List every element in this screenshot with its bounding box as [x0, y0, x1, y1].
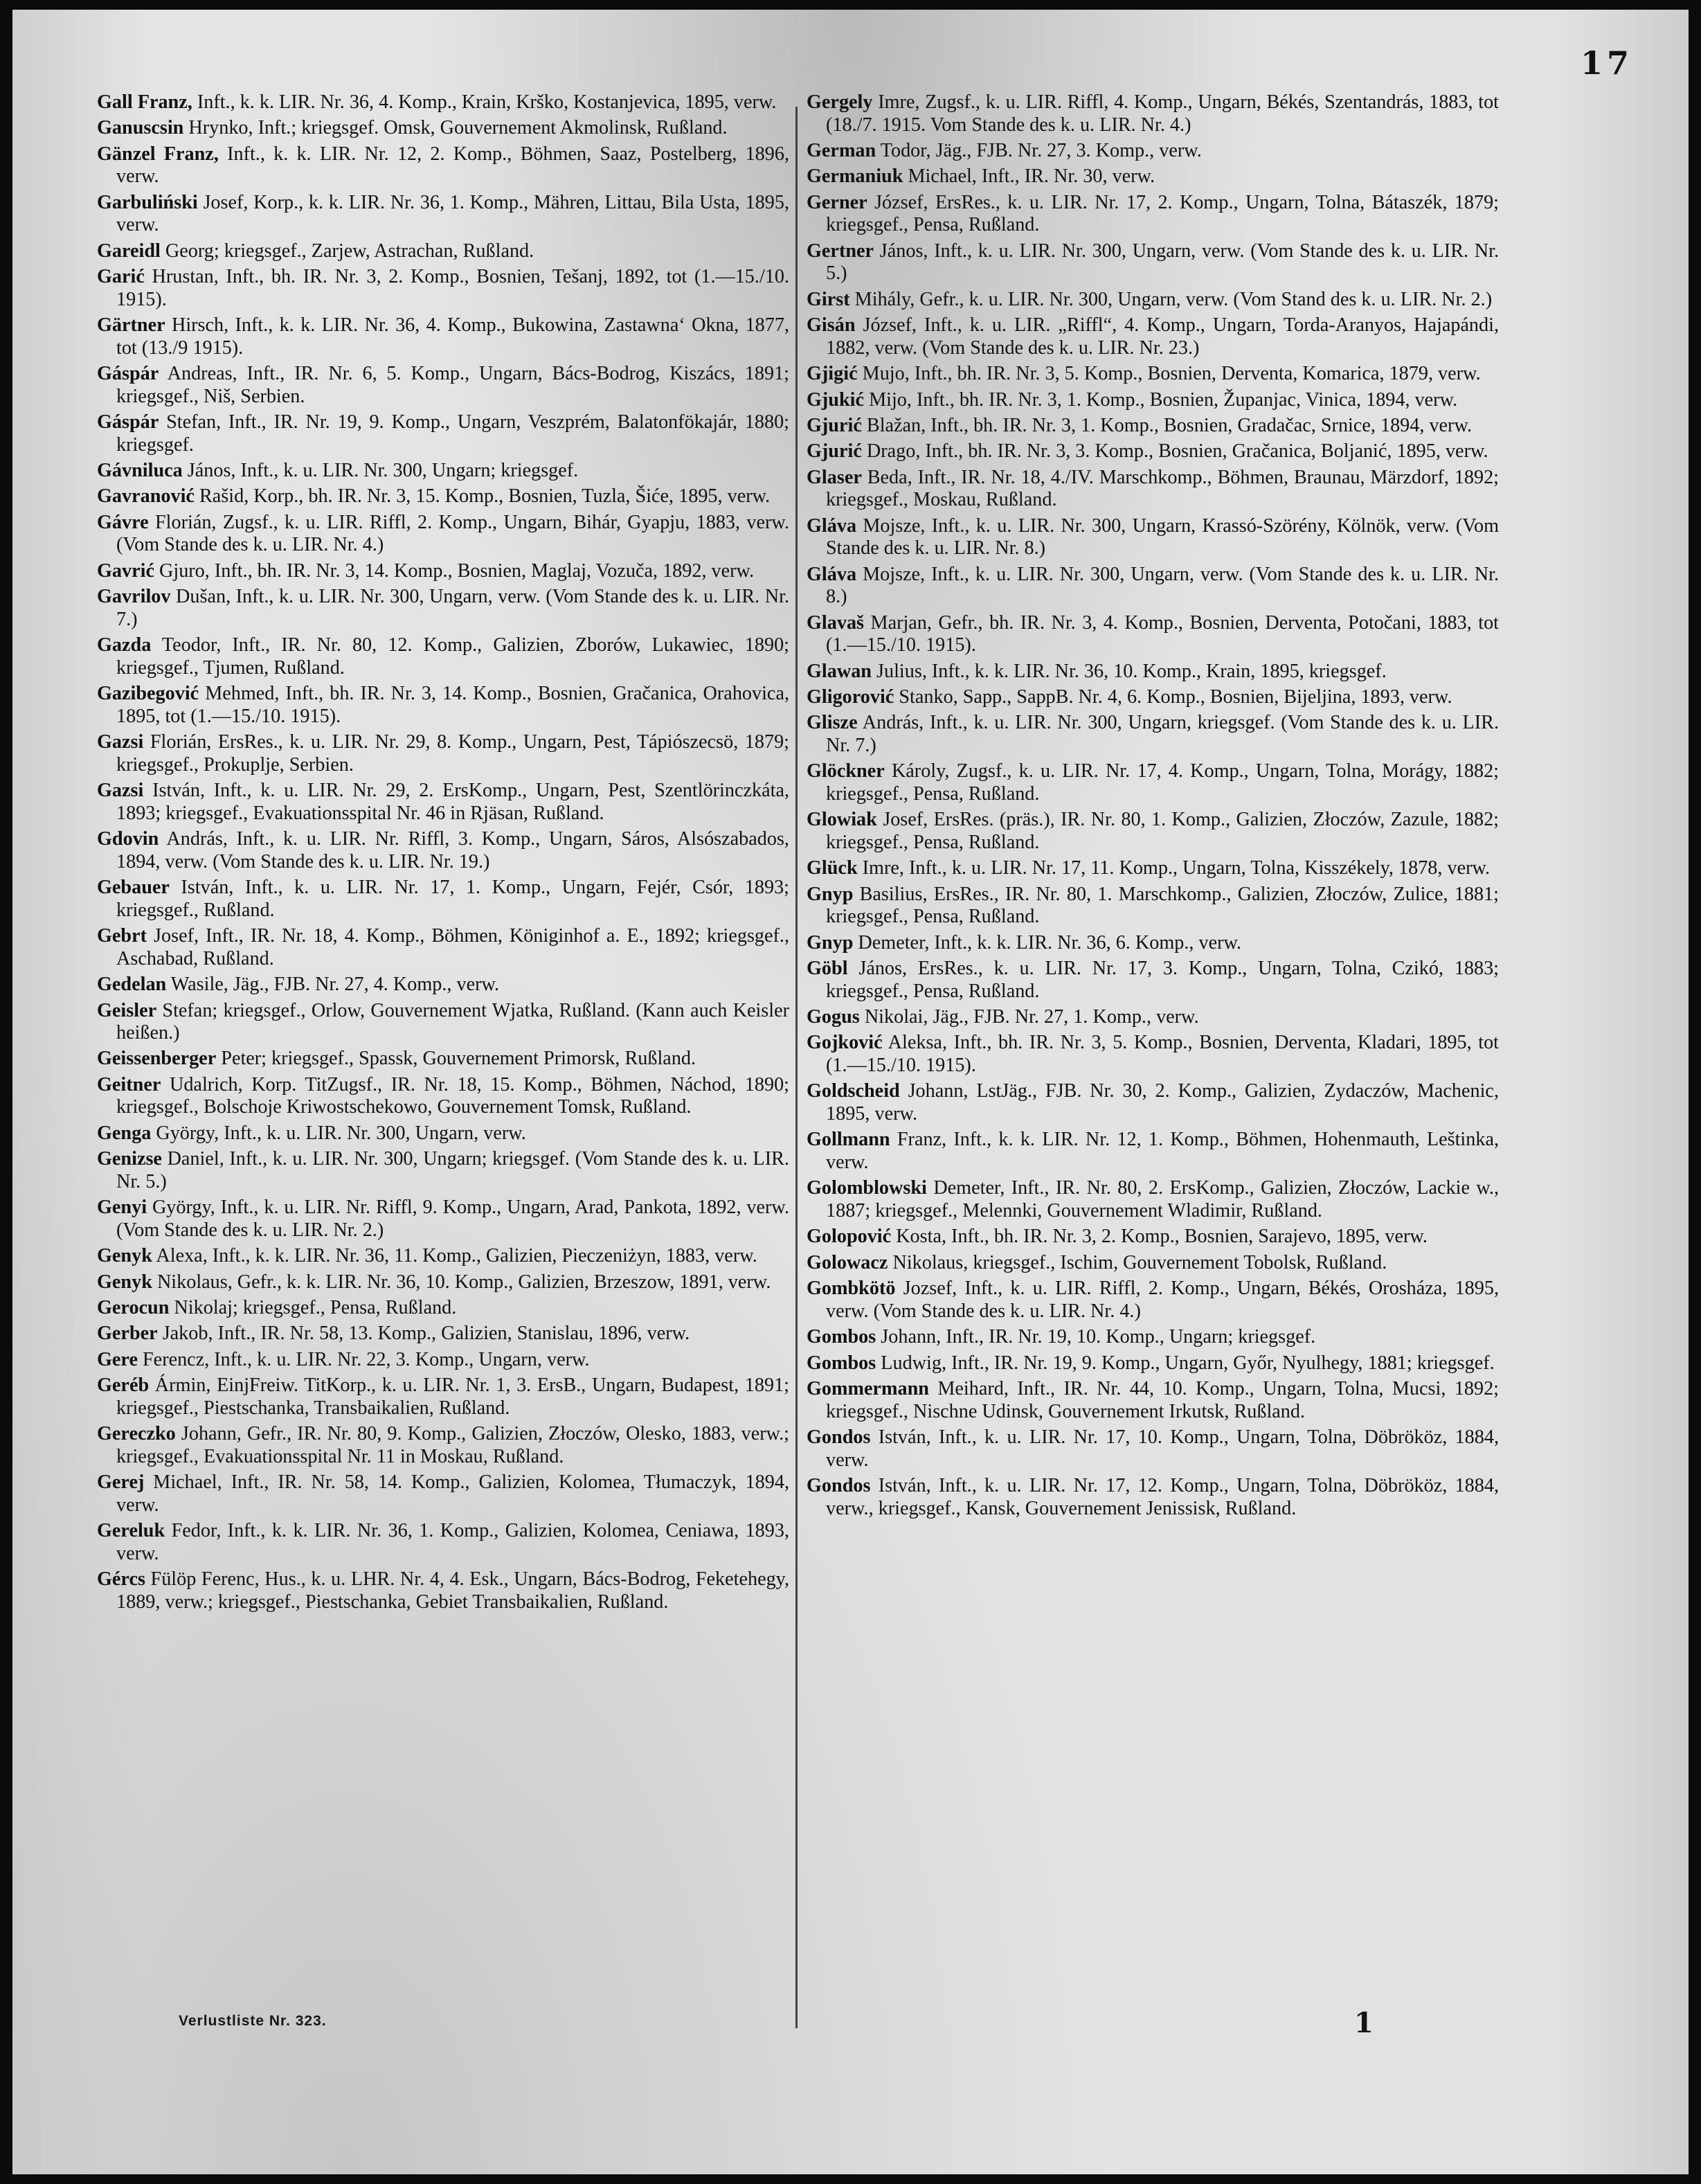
casualty-entry: [807, 1226, 1499, 1248]
entry-surname: Gebauer: [97, 877, 170, 899]
entry-details: Josef, Inft., IR. Nr. 18, 4. Komp., Böhmen, Königinhof a. E., 1892; kriegsgef., Aschabad, Rußland.: [116, 925, 790, 969]
casualty-entry: [807, 91, 1499, 136]
casualty-entry: [97, 512, 789, 557]
entry-details: Nikolaus, Gefr., k. k. LIR. Nr. 36, 10. Komp., Galizien, Brzeszow, 1891, verw.: [156, 1271, 771, 1293]
entry-details: Franz, Inft., k. k. LIR. Nr. 12, 1. Komp., Böhmen, Hohenmauth, Leštinka, verw.: [826, 1129, 1499, 1174]
entry-details: János, Inft., k. u. LIR. Nr. 300, Ungarn, verw. (Vom Stande des k. u. LIR. Nr. 5.): [826, 240, 1499, 285]
entry-surname: Gáspár: [97, 411, 159, 433]
entry-surname: Gebrt: [97, 925, 147, 947]
entry-surname: Gerber: [97, 1323, 158, 1345]
entry-details: Demeter, Inft., IR. Nr. 80, 2. ErsKomp., Galizien, Złoczów, Lackie w., 1887; kriegsgef., Melennki, Gouvernement Wladimir, Rußland.: [826, 1177, 1500, 1222]
casualty-entry: [97, 411, 789, 456]
entry-details: András, Inft., k. u. LIR. Nr. Riffl, 3. Komp., Ungarn, Sáros, Alsószabados, 1894, verw. (Vom Stande des k. u. LIR. Nr. 19.): [116, 828, 789, 872]
entry-details: Beda, Inft., IR. Nr. 18, 4./IV. Marschkomp., Böhmen, Braunau, Märzdorf, 1892; kriegsgef., Moskau, Rußland.: [826, 466, 1499, 511]
casualty-entry: [97, 1297, 789, 1320]
entry-surname: Gavranović: [97, 485, 195, 508]
entry-details: Károly, Zugsf., k. u. LIR. Nr. 17, 4. Komp., Ungarn, Tolna, Morágy, 1882; kriegsgef., Pensa, Rußland.: [826, 760, 1499, 805]
entry-details: Alexa, Inft., k. k. LIR. Nr. 36, 11. Komp., Galizien, Pieczeniżyn, 1883, verw.: [156, 1245, 757, 1267]
entry-details: Stefan; kriegsgef., Orlow, Gouvernement Wjatka, Rußland. (Kann auch Keisler heißen.): [116, 999, 789, 1044]
casualty-entry: [97, 731, 789, 776]
entry-details: Hirsch, Inft., k. k. LIR. Nr. 36, 4. Komp., Bukowina, Zastawna‘ Okna, 1877, tot (13./9 1915).: [116, 314, 789, 359]
entry-details: János, Inft., k. u. LIR. Nr. 300, Ungarn; kriegsgef.: [187, 460, 579, 482]
entry-details: Imre, Zugsf., k. u. LIR. Riffl, 4. Komp., Ungarn, Békés, Szentandrás, 1883, tot (18./7. 1915. Vom Stande des k. u. LIR. Nr. 4.): [826, 91, 1499, 136]
casualty-entry: [97, 192, 789, 237]
entry-details: Kosta, Inft., bh. IR. Nr. 3, 2. Komp., Bosnien, Sarajevo, 1895, verw.: [896, 1226, 1428, 1248]
entry-surname: Gere: [97, 1348, 138, 1370]
casualty-entry: [807, 686, 1499, 709]
entry-surname: Gjukić: [807, 388, 865, 411]
casualty-entry: [807, 884, 1499, 929]
casualty-entry: [807, 289, 1499, 312]
entry-surname: Gligorović: [807, 686, 894, 708]
entry-surname: Gommermann: [807, 1377, 929, 1399]
casualty-entry: [97, 314, 789, 359]
entry-surname: Gazibegović: [97, 683, 199, 705]
entry-details: Josef, ErsRes. (präs.), IR. Nr. 80, 1. Komp., Galizien, Złoczów, Zazule, 1882; kriegsgef., Pensa, Rußland.: [826, 809, 1499, 853]
casualty-entry: [97, 117, 789, 140]
document-page: [12, 10, 1689, 2174]
entry-surname: Gláva: [807, 563, 857, 585]
entry-details: Daniel, Inft., k. u. LIR. Nr. 300, Ungarn; kriegsgef. (Vom Stande des k. u. LIR. Nr. 5.): [116, 1148, 789, 1192]
entry-details: Rašid, Korp., bh. IR. Nr. 3, 15. Komp., Bosnien, Tuzla, Šiće, 1895, verw.: [199, 485, 771, 508]
entry-details: Andreas, Inft., IR. Nr. 6, 5. Komp., Ungarn, Bács-Bodrog, Kiszács, 1891; kriegsgef., Niš, Serbien.: [116, 363, 790, 407]
entry-surname: Garić: [97, 266, 145, 288]
entry-surname: Gogus: [807, 1006, 860, 1028]
entry-surname: Gollmann: [807, 1129, 890, 1151]
casualty-entry: [97, 1148, 789, 1193]
entry-surname: Genizse: [97, 1148, 162, 1170]
entry-surname: Germaniuk: [807, 165, 903, 188]
entry-details: István, Inft., k. u. LIR. Nr. 29, 2. ErsKomp., Ungarn, Pest, Szentlörinczkáta, 1893; kriegsgef., Evakuationsspital Nr. 46 in Rjäsan, Rußland.: [116, 780, 789, 824]
casualty-entry: [807, 1129, 1499, 1174]
entry-surname: Gereczko: [97, 1423, 176, 1445]
entry-surname: Gertner: [807, 240, 874, 262]
entry-details: József, Inft., k. u. LIR. „Riffl“, 4. Komp., Ungarn, Torda-Aranyos, Hajapándi, 1882, verw. (Vom Stande des k. u. LIR. Nr. 23.): [826, 314, 1499, 359]
entry-details: István, Inft., k. u. LIR. Nr. 17, 12. Komp., Ungarn, Tolna, Döbrököz, 1884, verw., kriegsgef., Kansk, Gouvernement Jenissisk, Rußland.: [826, 1474, 1499, 1519]
entry-details: Imre, Inft., k. u. LIR. Nr. 17, 11. Komp., Ungarn, Tolna, Kisszékely, 1878, verw.: [862, 857, 1491, 879]
entry-surname: Gláva: [807, 514, 857, 537]
casualty-entry: [97, 143, 789, 188]
entry-surname: Gombos: [807, 1326, 876, 1348]
casualty-entry: [807, 958, 1499, 1003]
entry-details: István, Inft., k. u. LIR. Nr. 17, 10. Komp., Ungarn, Tolna, Döbrököz, 1884, verw.: [826, 1426, 1499, 1471]
casualty-entry: [807, 1177, 1499, 1222]
entry-details: Nikolai, Jäg., FJB. Nr. 27, 1. Komp., verw.: [864, 1006, 1199, 1028]
entry-details: Inft., k. k. LIR. Nr. 36, 4. Komp., Krain, Krško, Kostanjevica, 1895, verw.: [197, 91, 777, 113]
entry-surname: Golowacz: [807, 1251, 888, 1273]
casualty-entry: [97, 363, 789, 408]
entry-surname: Glaser: [807, 466, 862, 488]
entry-details: Julius, Inft., k. k. LIR. Nr. 36, 10. Komp., Krain, 1895, kriegsgef.: [876, 660, 1387, 682]
casualty-entry: [807, 760, 1499, 805]
casualty-entry: [97, 683, 789, 728]
entry-surname: Gereluk: [97, 1520, 165, 1542]
casualty-entry: [97, 1349, 789, 1372]
entry-surname: Goldscheid: [807, 1080, 900, 1102]
entry-details: György, Inft., k. u. LIR. Nr. Riffl, 9. Komp., Ungarn, Arad, Pankota, 1892, verw. (Vom Stande des k. u. LIR. Nr. 2.): [116, 1197, 790, 1241]
casualty-entry: [97, 1471, 789, 1516]
casualty-entry: [97, 1568, 789, 1613]
entry-surname: Gdovin: [97, 828, 159, 850]
casualty-entry: [97, 1520, 789, 1565]
entry-surname: Gávre: [97, 511, 149, 533]
entry-surname: Genyk: [97, 1245, 152, 1267]
casualty-entry: [97, 634, 789, 679]
entry-surname: Gávniluca: [97, 460, 183, 482]
entry-surname: Gazda: [97, 634, 152, 656]
entry-surname: Gärtner: [97, 314, 165, 337]
casualty-entry: [807, 165, 1499, 188]
casualty-entry: [97, 240, 789, 263]
entry-details: Wasile, Jäg., FJB. Nr. 27, 4. Komp., verw.: [170, 974, 500, 996]
casualty-entry: [97, 1048, 789, 1071]
entry-surname: Gondos: [807, 1474, 871, 1496]
entry-surname: Gänzel Franz,: [97, 143, 219, 165]
entry-surname: Gnyp: [807, 931, 854, 954]
casualty-entry: [97, 586, 789, 631]
casualty-entry: [97, 1197, 789, 1242]
footer-reference: Verlustliste Nr. 323.: [179, 2013, 327, 2029]
casualty-entry: [97, 266, 789, 311]
entry-surname: Glisze: [807, 712, 858, 734]
entry-details: Fülöp Ferenc, Hus., k. u. LHR. Nr. 4, 4. Esk., Ungarn, Bács-Bodrog, Feketehegy, 1889, verw.; kriegsgef., Piestschanka, Gebiet Transbaikalien, Rußland.: [116, 1568, 789, 1613]
page-number: 17: [1580, 44, 1633, 82]
footer-mark: 1: [1354, 2007, 1374, 2039]
entry-surname: Geissenberger: [97, 1048, 217, 1070]
entry-details: Demeter, Inft., k. k. LIR. Nr. 36, 6. Komp., verw.: [858, 931, 1242, 954]
casualty-entry: [807, 467, 1499, 512]
entry-details: Mojsze, Inft., k. u. LIR. Nr. 300, Ungarn, verw. (Vom Stande des k. u. LIR. Nr. 8.): [826, 563, 1500, 608]
entry-details: Florián, Zugsf., k. u. LIR. Riffl, 2. Komp., Ungarn, Bihár, Gyapju, 1883, verw. (Vom Stande des k. u. LIR. Nr. 4.): [116, 511, 789, 556]
entry-surname: Gáspár: [97, 363, 159, 385]
entry-details: Josef, Korp., k. k. LIR. Nr. 36, 1. Komp., Mähren, Littau, Bila Usta, 1895, verw.: [116, 191, 789, 236]
casualty-entry: [807, 564, 1499, 609]
casualty-entry: [807, 140, 1499, 163]
entry-details: Meihard, Inft., IR. Nr. 44, 10. Komp., Ungarn, Tolna, Mucsi, 1892; kriegsgef., Nischne Udinsk, Gouvernement Irkutsk, Rußland.: [826, 1377, 1499, 1422]
casualty-entry: [807, 612, 1499, 657]
entry-details: Hrynko, Inft.; kriegsgef. Omsk, Gouvernement Akmolinsk, Rußland.: [188, 117, 728, 139]
entry-details: Peter; kriegsgef., Spassk, Gouvernement Primorsk, Rußland.: [221, 1048, 696, 1070]
casualty-entry: [807, 192, 1499, 237]
entry-details: Basilius, ErsRes., IR. Nr. 80, 1. Marschkomp., Galizien, Złoczów, Zulice, 1881; kriegsgef., Pensa, Rußland.: [826, 883, 1499, 928]
casualty-entry: [807, 1352, 1499, 1375]
casualty-entry: [97, 877, 789, 922]
entry-surname: Gazsi: [97, 780, 144, 802]
entry-surname: German: [807, 139, 876, 161]
casualty-entry: [807, 661, 1499, 683]
entry-details: Jakob, Inft., IR. Nr. 58, 13. Komp., Galizien, Stanislau, 1896, verw.: [162, 1323, 690, 1345]
entry-surname: Gombos: [807, 1352, 876, 1374]
casualty-entry: [97, 925, 789, 970]
casualty-entry: [807, 1278, 1499, 1323]
entry-surname: Ganuscsin: [97, 117, 184, 139]
casualty-entry: [807, 415, 1499, 438]
entry-surname: Gedelan: [97, 974, 167, 996]
casualty-entry: [807, 857, 1499, 880]
left-column: [97, 91, 789, 1617]
entry-details: Hrustan, Inft., bh. IR. Nr. 3, 2. Komp., Bosnien, Tešanj, 1892, tot (1.—15./10. 1915).: [116, 266, 790, 310]
entry-surname: Gazsi: [97, 731, 144, 753]
entry-surname: Gareidl: [97, 240, 161, 262]
casualty-entry: [807, 1032, 1499, 1077]
entry-details: Ármin, EinjFreiw. TitKorp., k. u. LIR. Nr. 1, 3. ErsB., Ungarn, Budapest, 1891; kriegsgef., Piestschanka, Transbaikalien, Rußland.: [116, 1375, 790, 1419]
entry-details: János, ErsRes., k. u. LIR. Nr. 17, 3. Komp., Ungarn, Tolna, Czikó, 1883; kriegsgef., Pensa, Rußland.: [826, 958, 1499, 1002]
casualty-entry: [97, 828, 789, 873]
entry-details: Johann, Gefr., IR. Nr. 80, 9. Komp., Galizien, Złoczów, Olesko, 1883, verw.; kriegsgef., Evakuationsspital Nr. 11 in Moskau, Rußland.: [116, 1423, 789, 1467]
casualty-entry: [97, 1074, 789, 1119]
entry-surname: Gjurić: [807, 440, 862, 463]
entry-surname: Gnyp: [807, 883, 854, 905]
entry-surname: Geisler: [97, 999, 157, 1021]
casualty-entry: [807, 440, 1499, 463]
casualty-entry: [807, 1378, 1499, 1423]
entry-details: Dušan, Inft., k. u. LIR. Nr. 300, Ungarn, verw. (Vom Stande des k. u. LIR. Nr. 7.): [116, 586, 789, 630]
entry-details: Nikolaj; kriegsgef., Pensa, Rußland.: [174, 1297, 457, 1318]
entry-details: Stanko, Sapp., SappB. Nr. 4, 6. Komp., Bosnien, Bijeljina, 1893, verw.: [899, 686, 1452, 708]
entry-details: Georg; kriegsgef., Zarjew, Astrachan, Rußland.: [165, 240, 534, 262]
entry-details: András, Inft., k. u. LIR. Nr. 300, Ungarn, kriegsgef. (Vom Stande des k. u. LIR. Nr. 7.): [826, 712, 1500, 756]
casualty-entry: [97, 1323, 789, 1345]
entry-details: Stefan, Inft., IR. Nr. 19, 9. Komp., Ungarn, Veszprém, Balatonfökajár, 1880; kriegsgef.: [116, 411, 789, 456]
entry-details: Inft., k. k. LIR. Nr. 12, 2. Komp., Böhmen, Saaz, Postelberg, 1896, verw.: [116, 143, 790, 188]
entry-surname: Golopović: [807, 1226, 892, 1248]
entry-surname: Gerner: [807, 191, 867, 213]
entry-surname: Glöckner: [807, 760, 885, 782]
casualty-entry: [97, 1271, 789, 1294]
entry-details: Teodor, Inft., IR. Nr. 80, 12. Komp., Galizien, Zborów, Lukawiec, 1890; kriegsgef., Tjumen, Rußland.: [116, 634, 789, 679]
entry-details: Drago, Inft., bh. IR. Nr. 3, 3. Komp., Bosnien, Gračanica, Boljanić, 1895, verw.: [866, 440, 1488, 463]
entry-details: István, Inft., k. u. LIR. Nr. 17, 1. Komp., Ungarn, Fejér, Csór, 1893; kriegsgef., Rußland.: [116, 877, 790, 921]
entry-surname: Genga: [97, 1122, 152, 1144]
casualty-entry: [97, 91, 789, 114]
casualty-entry: [807, 389, 1499, 412]
entry-details: Mehmed, Inft., bh. IR. Nr. 3, 14. Komp., Bosnien, Gračanica, Orahovica, 1895, tot (1.—15./10. 1915).: [116, 683, 789, 727]
entry-details: Michael, Inft., IR. Nr. 58, 14. Komp., Galizien, Kolomea, Tłumaczyk, 1894, verw.: [116, 1471, 789, 1516]
entry-details: Blažan, Inft., bh. IR. Nr. 3, 1. Komp., Bosnien, Gradačac, Srnice, 1894, verw.: [866, 414, 1473, 436]
entry-surname: Gisán: [807, 314, 856, 337]
entry-details: Johann, LstJäg., FJB. Nr. 30, 2. Komp., Galizien, Zydaczów, Machenic, 1895, verw.: [826, 1080, 1499, 1125]
entry-details: Ferencz, Inft., k. u. LIR. Nr. 22, 3. Komp., Ungarn, verw.: [143, 1348, 590, 1370]
entry-surname: Glavaš: [807, 611, 865, 634]
casualty-entry: [97, 1000, 789, 1045]
entry-surname: Geréb: [97, 1375, 150, 1397]
entry-details: Nikolaus, kriegsgef., Ischim, Gouvernement Tobolsk, Rußland.: [892, 1251, 1387, 1273]
entry-surname: Gall Franz,: [97, 91, 192, 113]
entry-details: Johann, Inft., IR. Nr. 19, 10. Komp., Ungarn; kriegsgef.: [881, 1326, 1316, 1348]
entry-details: Mujo, Inft., bh. IR. Nr. 3, 5. Komp., Bosnien, Derventa, Komarica, 1879, verw.: [862, 363, 1481, 385]
casualty-entry: [97, 560, 789, 583]
entry-surname: Gavrilov: [97, 586, 171, 608]
entry-surname: Gjurić: [807, 414, 862, 436]
entry-surname: Gavrić: [97, 560, 154, 582]
casualty-entry: [807, 240, 1499, 285]
casualty-entry: [807, 314, 1499, 359]
casualty-entry: [97, 780, 789, 825]
casualty-entry: [97, 1245, 789, 1268]
entry-details: József, ErsRes., k. u. LIR. Nr. 17, 2. Komp., Ungarn, Tolna, Bátaszék, 1879; kriegsgef., Pensa, Rußland.: [826, 191, 1500, 236]
entry-details: Mijo, Inft., bh. IR. Nr. 3, 1. Komp., Bosnien, Županjac, Vinica, 1894, verw.: [869, 388, 1458, 411]
casualty-entry: [807, 515, 1499, 560]
casualty-entry: [97, 974, 789, 996]
entry-details: Jozsef, Inft., k. u. LIR. Riffl, 2. Komp., Ungarn, Békés, Orosháza, 1895, verw. (Vom Stande des k. u. LIR. Nr. 4.): [826, 1278, 1499, 1322]
casualty-entry: [97, 485, 789, 508]
column-divider: [795, 107, 798, 2028]
casualty-entry: [97, 460, 789, 483]
entry-surname: Genyi: [97, 1197, 147, 1219]
casualty-entry: [807, 1080, 1499, 1125]
right-column: [807, 91, 1499, 1523]
entry-surname: Glowiak: [807, 809, 877, 831]
casualty-entry: [97, 1375, 789, 1420]
casualty-entry: [807, 809, 1499, 854]
entry-details: Florián, ErsRes., k. u. LIR. Nr. 29, 8. Komp., Ungarn, Pest, Tápiószecsö, 1879; kriegsgef., Prokuplje, Serbien.: [116, 731, 790, 776]
casualty-entry: [807, 1006, 1499, 1029]
casualty-entry: [807, 712, 1499, 757]
entry-surname: Gombkötö: [807, 1278, 896, 1300]
entry-details: György, Inft., k. u. LIR. Nr. 300, Ungarn, verw.: [156, 1122, 526, 1144]
entry-surname: Girst: [807, 288, 850, 310]
entry-surname: Gjigić: [807, 363, 858, 385]
entry-surname: Genyk: [97, 1271, 152, 1293]
entry-details: Mihály, Gefr., k. u. LIR. Nr. 300, Ungarn, verw. (Vom Stand des k. u. LIR. Nr. 2.): [854, 288, 1493, 310]
entry-details: Michael, Inft., IR. Nr. 30, verw.: [908, 165, 1155, 188]
entry-surname: Golomblowski: [807, 1177, 927, 1199]
casualty-entry: [97, 1122, 789, 1145]
casualty-entry: [807, 932, 1499, 955]
entry-details: Udalrich, Korp. TitZugsf., IR. Nr. 18, 15. Komp., Böhmen, Náchod, 1890; kriegsgef., Bolschoje Kriwostschekowo, Gouvernement Tomsk, Rußland.: [116, 1073, 790, 1118]
casualty-entry: [97, 1423, 789, 1468]
entry-surname: Gerocun: [97, 1297, 170, 1318]
entry-details: Aleksa, Inft., bh. IR. Nr. 3, 5. Komp., Bosnien, Derventa, Kladari, 1895, tot (1.—15./10. 1915).: [826, 1032, 1499, 1077]
entry-details: Ludwig, Inft., IR. Nr. 19, 9. Komp., Ungarn, Győr, Nyulhegy, 1881; kriegsgef.: [881, 1352, 1495, 1374]
entry-surname: Glück: [807, 857, 858, 879]
entry-details: Marjan, Gefr., bh. IR. Nr. 3, 4. Komp., Bosnien, Derventa, Potočani, 1883, tot (1.—15./10. 1915).: [826, 611, 1500, 656]
casualty-entry: [807, 1426, 1499, 1471]
entry-surname: Garbuliński: [97, 191, 198, 213]
casualty-entry: [807, 1252, 1499, 1275]
entry-surname: Gojković: [807, 1032, 883, 1054]
entry-surname: Gerej: [97, 1471, 145, 1494]
entry-surname: Gergely: [807, 91, 873, 113]
casualty-entry: [807, 1326, 1499, 1349]
entry-surname: Göbl: [807, 958, 848, 980]
entry-surname: Gércs: [97, 1568, 145, 1591]
entry-details: Todor, Jäg., FJB. Nr. 27, 3. Komp., verw.: [880, 139, 1202, 161]
entry-details: Gjuro, Inft., bh. IR. Nr. 3, 14. Komp., Bosnien, Maglaj, Vozuča, 1892, verw.: [159, 560, 755, 582]
entry-surname: Glawan: [807, 660, 872, 682]
casualty-entry: [807, 363, 1499, 386]
entry-details: Fedor, Inft., k. k. LIR. Nr. 36, 1. Komp., Galizien, Kolomea, Ceniawa, 1893, verw.: [116, 1520, 790, 1564]
entry-surname: Gondos: [807, 1426, 871, 1448]
casualty-entry: [807, 1475, 1499, 1520]
entry-surname: Geitner: [97, 1073, 161, 1095]
entry-details: Mojsze, Inft., k. u. LIR. Nr. 300, Ungarn, Krassó-Szörény, Kölnök, verw. (Vom Stande des k. u. LIR. Nr. 8.): [826, 514, 1500, 560]
